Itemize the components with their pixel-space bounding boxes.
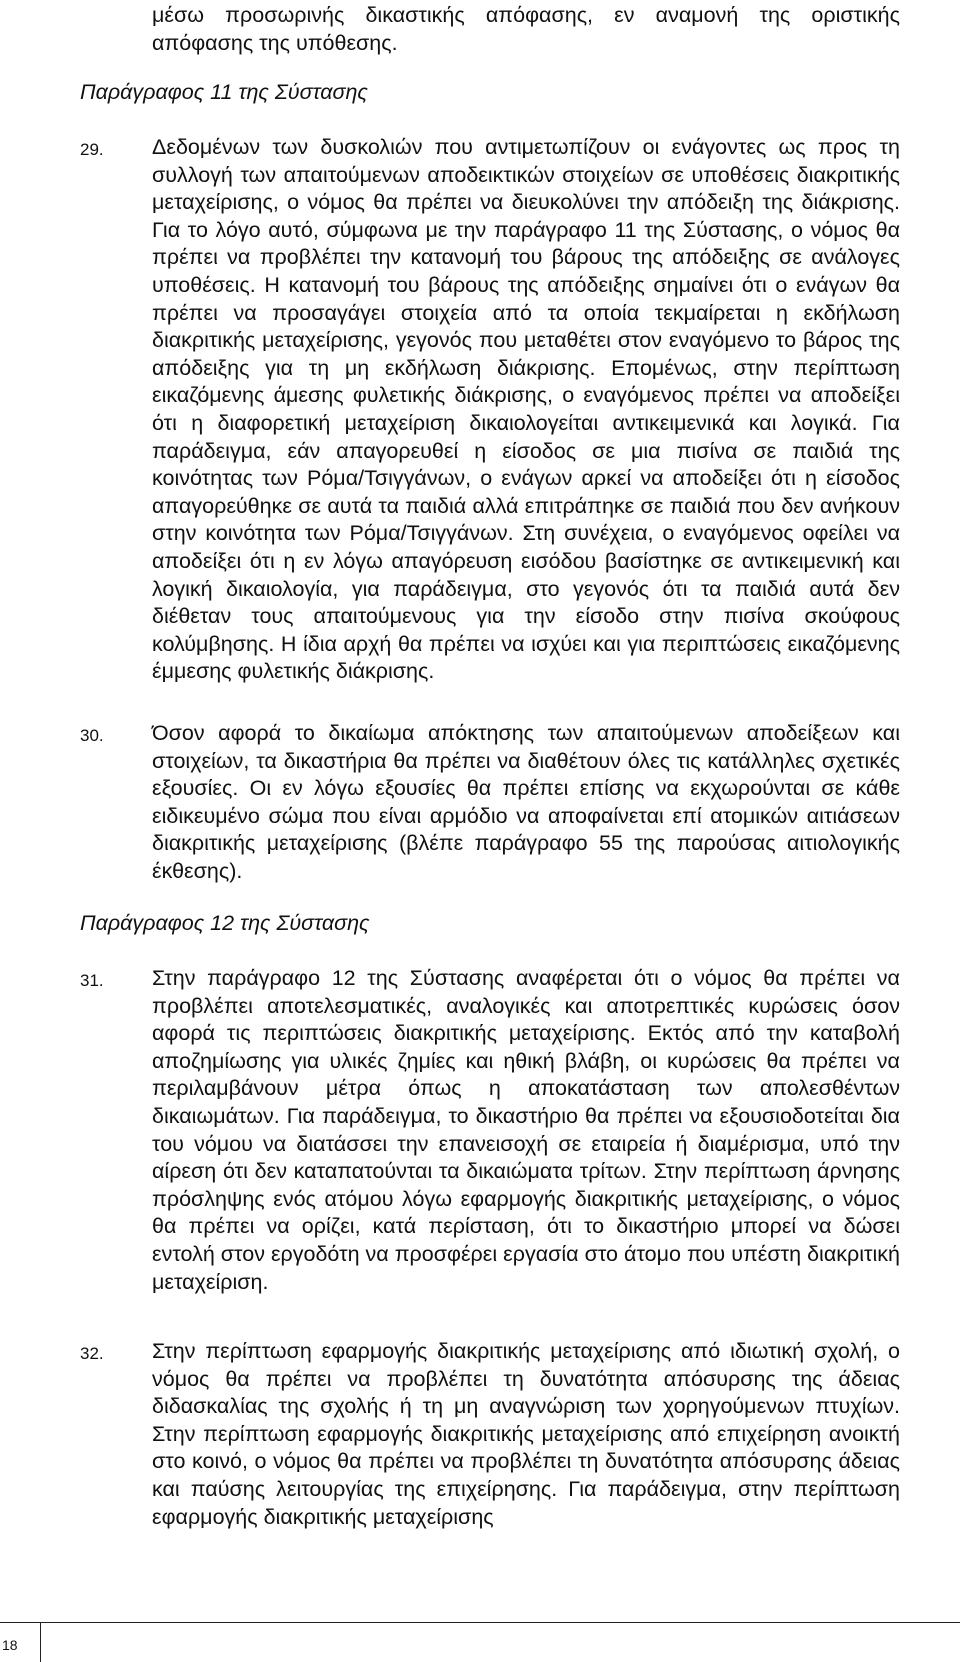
paragraph-text: Στην παράγραφο 12 της Σύστασης αναφέρεται ότι ο νόμος θα πρέπει να προβλέπει αποτελεσματικές, αναλογικές και αποτρεπτικές κυρώσεις όσον αφορά τις περιπτώσεις διακριτικής μεταχείρισης. Εκτός από την καταβολή αποζημίωσης για υλικές ζημίες και ηθική βλάβη, οι κυρώσεις θα πρέπει να περιλαμβάνουν μέτρα όπως η αποκατάσταση των απολεσθέντων δικαιωμάτων. Για παράδειγμα, το δικαστήριο θα πρέπει να εξουσιοδοτείται δια του νόμου να διατάσσει την επανεισοχή σε εταιρεία ή διαμέρισμα, υπό την αίρεση ότι δεν καταπατούνται τα δικαιώματα τρίτων. Στην περίπτωση άρνησης πρόσληψης ενός ατόμου λόγω εφαρμογής διακριτικής μεταχείρισης, ο νόμος θα πρέπει να ορίζει, κατά περίσταση, ότι το δικαστήριο μπορεί να δώσει εντολή στον εργοδότη να προσφέρει εργασία στο άτομο που υπέστη διακριτική μεταχείριση.: [152, 966, 900, 1294]
paragraph-31: [80, 965, 900, 1296]
continuation-text: [80, 2, 900, 57]
continuation-body: μέσω προσωρινής δικαστικής απόφασης, εν αναμονή της οριστικής απόφασης της υπόθεσης.: [152, 3, 900, 55]
footer-page-box-divider: [40, 1622, 41, 1662]
page-number: 18: [2, 1637, 18, 1653]
paragraph-text: Δεδομένων των δυσκολιών που αντιμετωπίζουν οι ενάγοντες ως προς τη συλλογή των απαιτούμενων αποδεικτικών στοιχείων σε υποθέσεις διακριτικής μεταχείρισης, ο νόμος θα πρέπει να διευκολύνει την απόδειξη της διάκρισης. Για το λόγο αυτό, σύμφωνα με την παράγραφο 11 της Σύστασης, ο νόμος θα πρέπει να προβλέπει την κατανομή του βάρους της απόδειξης σε ανάλογες υποθέσεις. Η κατανομή του βάρους της απόδειξης σημαίνει ότι ο ενάγων θα πρέπει να προσαγάγει στοιχεία από τα οποία τεκμαίρεται η εκδήλωση διακριτικής μεταχείρισης, γεγονός που μεταθέτει στον εναγόμενο το βάρος της απόδειξης για τη μη εκδήλωση διάκρισης. Επομένως, στην περίπτωση εικαζόμενης άμεσης φυλετικής διάκρισης, ο εναγόμενος πρέπει να αποδείξει ότι η διαφορετική μεταχείριση δικαιολογείται αντικειμενικά και λογικά. Για παράδειγμα, εάν απαγορευθεί η είσοδος σε μια πισίνα σε παιδιά της κοινότητας των Ρόμα/Τσιγγάνων, ο ενάγων αρκεί να αποδείξει ότι η είσοδος απαγορεύθηκε σε αυτά τα παιδιά αλλά επιτράπηκε σε παιδιά που δεν ανήκουν στην κοινότητα των Ρόμα/Τσιγγάνων. Στη συνέχεια, ο εναγόμενος οφείλει να αποδείξει ότι η εν λόγω απαγόρευση εισόδου βασίστηκε σε αντικειμενική και λογική δικαιολογία, για παράδειγμα, στο γεγονός ότι τα παιδιά αυτά δεν διέθεταν τους απαιτούμενους για την είσοδο στην πισίνα σκούφους κολύμβησης. Η ίδια αρχή θα πρέπει να ισχύει και για περιπτώσεις εικαζόμενης έμμεσης φυλετικής διάκρισης.: [152, 135, 900, 684]
paragraph-text: Όσον αφορά το δικαίωμα απόκτησης των απαιτούμενων αποδείξεων και στοιχείων, τα δικαστήρια θα πρέπει να διαθέτουν όλες τις κατάλληλες σχετικές εξουσίες. Οι εν λόγω εξουσίες θα πρέπει επίσης να εκχωρούνται σε κάθε ειδικευμένο σώμα που είναι αρμόδιο να αποφαίνεται επί ατομικών αιτιάσεων διακριτικής μεταχείρισης (βλέπε παράγραφο 55 της παρούσας αιτιολογικής έκθεσης).: [152, 721, 900, 883]
paragraph-number: 30.: [80, 726, 104, 745]
footer-divider: [0, 1622, 960, 1623]
section-heading-paragraph-11: Παράγραφος 11 της Σύστασης: [80, 80, 368, 104]
paragraph-text: Στην περίπτωση εφαρμογής διακριτικής μεταχείρισης από ιδιωτική σχολή, ο νόμος θα πρέπει να προβλέπει τη δυνατότητα απόσυρσης της άδειας διδασκαλίας της σχολής ή τη μη αναγνώριση των χορηγούμενων πτυχίων. Στην περίπτωση εφαρμογής διακριτικής μεταχείρισης από επιχείρηση ανοικτή στο κοινό, ο νόμος θα πρέπει να προβλέπει τη δυνατότητα απόσυρσης άδειας και παύσης λειτουργίας της επιχείρησης. Για παράδειγμα, στην περίπτωση εφαρμογής διακριτικής μεταχείρισης: [152, 1339, 900, 1529]
paragraph-32: [80, 1338, 900, 1531]
paragraph-number: 31.: [80, 971, 104, 990]
paragraph-number: 32.: [80, 1344, 104, 1363]
paragraph-number: 29.: [80, 140, 104, 159]
paragraph-29: [80, 134, 900, 686]
section-heading-paragraph-12: Παράγραφος 12 της Σύστασης: [80, 911, 370, 935]
paragraph-30: [80, 720, 900, 886]
